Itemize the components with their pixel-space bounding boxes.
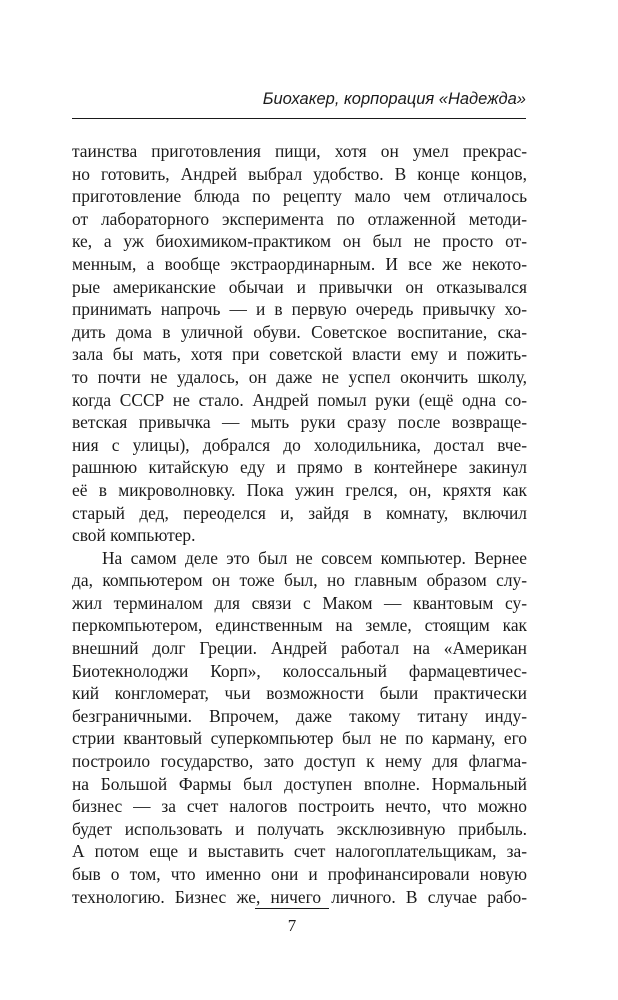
text-line: ния с улицы), добрался до холодильника, достал вче-: [72, 434, 527, 455]
page-number: 7: [287, 916, 297, 935]
text-line: свой компьютер.: [72, 525, 196, 546]
text-line: приготовление блюда по рецепту мало чем отличалось: [72, 186, 527, 207]
paragraph: [72, 547, 527, 909]
text-line: построило государство, зато доступ к нему для флагма-: [72, 751, 527, 772]
footer-rule: [255, 908, 329, 909]
text-line: рые американские обычаи и привычки он отказывался: [72, 276, 527, 297]
text-line: менным, а вообще экстраординарным. И все же некото-: [72, 253, 527, 274]
text-line: таинства приготовления пищи, хотя он умел прекрас-: [72, 141, 527, 161]
text-line: рашнюю китайскую еду и прямо в контейнере закинул: [72, 457, 527, 478]
text-line: быв о том, что именно они и профинансировали новую: [72, 864, 527, 884]
paragraph: [72, 140, 527, 547]
text-line: от лабораторного эксперимента по отлаженной методи-: [72, 208, 527, 229]
text-line: ке, а уж биохимиком-практиком он был не просто от-: [72, 231, 527, 252]
running-head: Биохакер, корпорация «Надежда»: [262, 90, 526, 108]
text-line: перкомпьютером, единственным на земле, стоящим как: [72, 615, 527, 636]
text-line: её в микроволновку. Пока ужин грелся, он, кряхтя как: [72, 479, 527, 500]
text-line: стрии квантовый суперкомпьютер был не по карману, его: [72, 728, 527, 749]
text-line: Биотекнолоджи Корп», колоссальный фармацевтичес-: [72, 660, 527, 681]
text-line: на Большой Фармы был доступен вполне. Нормальный: [72, 773, 527, 794]
text-line: зала бы мать, хотя при советской власти ему и пожить-: [72, 344, 527, 365]
header-rule: [72, 118, 526, 119]
text-line: ветская привычка — мыть руки сразу после возвраще-: [72, 412, 527, 433]
text-line: но готовить, Андрей выбрал удобство. В конце концов,: [72, 163, 527, 184]
text-line: будет использовать и получать эксклюзивную прибыль.: [72, 818, 527, 839]
text-line: безграничными. Впрочем, даже такому титану инду-: [72, 705, 527, 726]
text-line: На самом деле это был не совсем компьютер. Вернее: [102, 547, 527, 568]
text-line: кий конгломерат, чьи возможности были практически: [72, 683, 527, 704]
text-line: принимать напрочь — и в первую очередь привычку хо-: [72, 299, 527, 320]
text-line: старый дед, переоделся и, зайдя в комнату, включил: [72, 502, 527, 523]
body-text: [72, 140, 527, 908]
text-line: жил терминалом для связи с Маком — квантовым су-: [72, 592, 527, 613]
text-line: технологию. Бизнес же, ничего личного. В случае рабо-: [72, 886, 527, 907]
text-line: дить дома в уличной обуви. Советское воспитание, ска-: [72, 321, 527, 342]
text-line: бизнес — за счет налогов построить нечто, что можно: [72, 796, 527, 817]
text-line: внешний долг Греции. Андрей работал на «Американ: [72, 638, 527, 659]
text-line: да, компьютером он тоже был, но главным образом слу-: [72, 570, 527, 591]
text-line: А потом еще и выставить счет налогоплательщикам, за-: [72, 841, 527, 862]
text-line: когда СССР не стало. Андрей помыл руки (ещё одна со-: [72, 389, 527, 410]
text-line: то почти не удалось, он даже не успел окончить школу,: [72, 366, 527, 387]
